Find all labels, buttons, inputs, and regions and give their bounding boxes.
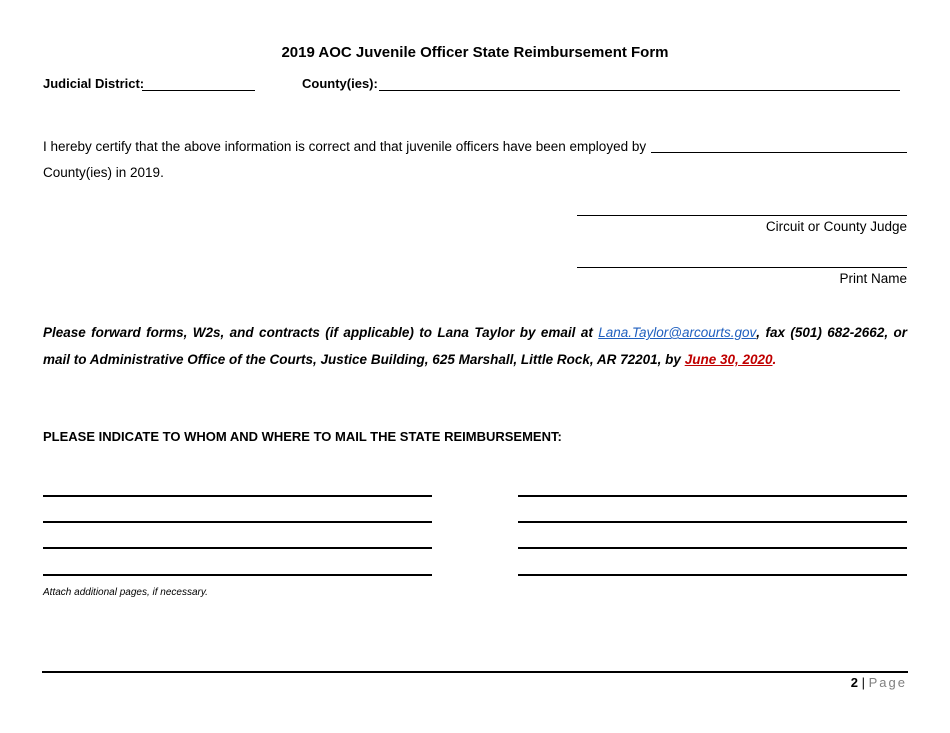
address-line-left-2[interactable] <box>43 521 432 523</box>
email-link[interactable]: Lana.Taylor@arcourts.gov <box>598 325 757 340</box>
address-line-left-3[interactable] <box>43 547 432 549</box>
address-line-right-1[interactable] <box>518 495 907 497</box>
address-line-right-3[interactable] <box>518 547 907 549</box>
certify-text-line1: I hereby certify that the above information is correct and that juvenile officers have been employed by <box>43 139 647 154</box>
address-line-right-4[interactable] <box>518 574 907 576</box>
mail-heading: PLEASE INDICATE TO WHOM AND WHERE TO MAIL THE STATE REIMBURSEMENT: <box>43 429 562 444</box>
page-number: 2 <box>850 675 858 690</box>
certify-county-field[interactable] <box>651 138 907 153</box>
instructions-part2: , fax (501) 682-2662, or mail to Administrative Office of the Courts, Justice Building, 625 Marshall, Little Rock, AR 72201, by <box>43 325 907 367</box>
certify-text-line2: County(ies) in 2019. <box>43 165 164 180</box>
judicial-district-field[interactable] <box>142 76 255 91</box>
instructions-end: . <box>772 352 777 367</box>
print-name-label: Print Name <box>839 271 907 286</box>
footer-divider <box>42 671 908 673</box>
instructions-paragraph <box>43 319 907 373</box>
judge-signature-field[interactable] <box>577 201 907 216</box>
judicial-district-label: Judicial District: <box>43 76 145 91</box>
instructions-part1: Please forward forms, W2s, and contracts (if applicable) to Lana Taylor by email at <box>43 325 593 340</box>
county-field[interactable] <box>379 76 900 91</box>
page-title: 2019 AOC Juvenile Officer State Reimbursement Form <box>281 44 669 61</box>
attach-pages-note: Attach additional pages, if necessary. <box>43 587 208 598</box>
page-word: Page <box>868 675 907 690</box>
print-name-field[interactable] <box>577 253 907 268</box>
address-line-left-4[interactable] <box>43 574 432 576</box>
county-label: County(ies): <box>302 76 378 91</box>
page-footer <box>851 675 907 690</box>
deadline-date: June 30, 2020 <box>684 352 773 367</box>
address-line-right-2[interactable] <box>518 521 907 523</box>
judge-signature-label: Circuit or County Judge <box>765 219 907 234</box>
page-separator: | <box>861 675 865 690</box>
address-line-left-1[interactable] <box>43 495 432 497</box>
